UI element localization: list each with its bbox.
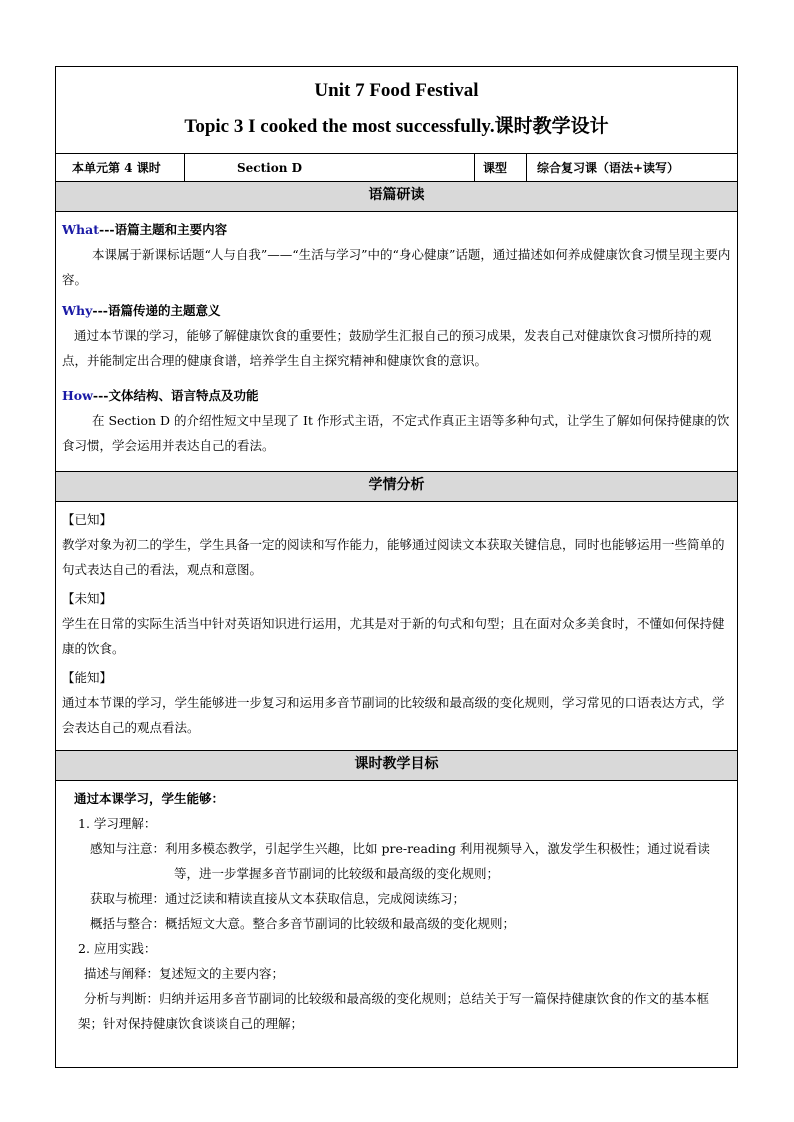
reading-heading: 语篇研读 — [56, 182, 737, 212]
how-title: ---文体结构、语言特点及功能 — [92, 388, 259, 403]
known-label: 【已知】 — [62, 512, 113, 527]
why-line — [62, 298, 731, 323]
unit-title: Unit 7 Food Festival — [314, 80, 479, 101]
info-row — [56, 154, 737, 182]
how-label: How — [62, 388, 93, 403]
why-title: ---语篇传递的主题意义 — [92, 303, 221, 318]
goal-analyze: 分析与判断：归纳并运用多音节副词的比较级和最高级的变化规则；总结关于写一篇保持健康饮食的作文的基本框架；针对保持健康饮食谈谈自己的理解； — [78, 991, 710, 1031]
what-title: ---语篇主题和主要内容 — [99, 222, 228, 237]
topic-title: Topic 3 I cooked the most successfully.课时教学设计 — [184, 116, 609, 137]
what-label: What — [62, 222, 99, 237]
type-value: 综合复习课（语法+读写） — [537, 161, 680, 175]
goal-describe: 描述与阐释：复述短文的主要内容； — [84, 966, 285, 981]
what-line — [62, 217, 731, 242]
lesson-number: 本单元第 4 课时 — [56, 154, 185, 181]
how-text: 在 Section D 的介绍性短文中呈现了 It 作形式主语，不定式作真正主语等多种句式，让学生了解如何保持健康的饮食习惯，学会运用并表达自己的看法。 — [62, 413, 730, 453]
why-text: 通过本节课的学习，能够了解健康饮食的重要性；鼓励学生汇报自己的预习成果，发表自己对健康饮食习惯所持的观点，并能制定出合理的健康食谱，培养学生自主探究精神和健康饮食的意识。 — [62, 328, 712, 368]
lesson-plan-table — [55, 66, 738, 1068]
goal-summarize: 概括与整合：概括短文大意。整合多音节副词的比较级和最高级的变化规则； — [90, 916, 516, 931]
part2-title: 2. 应用实践： — [78, 941, 157, 956]
section-name: Section D — [185, 154, 475, 181]
able-label: 【能知】 — [62, 670, 113, 685]
type-label: 课型 — [475, 154, 527, 181]
learners-body — [56, 502, 737, 751]
unknown-label: 【未知】 — [62, 591, 113, 606]
goal-acquire: 获取与梳理：通过泛读和精读直接从文本获取信息，完成阅读练习； — [90, 891, 466, 906]
title-block — [56, 67, 737, 154]
what-text: 本课属于新课标话题“人与自我”——“生活与学习”中的“身心健康”话题，通过描述如何养成健康饮食习惯呈现主要内容。 — [62, 247, 731, 287]
goal-perceive: 感知与注意：利用多模态教学，引起学生兴趣，比如 pre-reading 利用视频导入，激发学生积极性；通过说看读等，进一步掌握多音节副词的比较级和最高级的变化规则； — [90, 841, 710, 881]
part1-title: 1. 学习理解： — [78, 816, 157, 831]
how-line — [62, 383, 731, 408]
learners-heading: 学情分析 — [56, 472, 737, 502]
goals-heading: 课时教学目标 — [56, 751, 737, 781]
why-label: Why — [62, 303, 93, 318]
reading-body — [56, 212, 737, 472]
able-text: 通过本节课的学习，学生能够进一步复习和运用多音节副词的比较级和最高级的变化规则，学习常见的口语表达方式，学会表达自己的观点看法。 — [62, 695, 725, 735]
unknown-text: 学生在日常的实际生活当中针对英语知识进行运用，尤其是对于新的句式和句型；且在面对众多美食时，不懂如何保持健康的饮食。 — [62, 616, 725, 656]
known-text: 教学对象为初二的学生，学生具备一定的阅读和写作能力，能够通过阅读文本获取关键信息，同时也能够运用一些简单的句式表达自己的看法，观点和意图。 — [62, 537, 725, 577]
goals-body — [56, 781, 737, 1067]
goals-intro: 通过本课学习，学生能够： — [74, 791, 225, 806]
